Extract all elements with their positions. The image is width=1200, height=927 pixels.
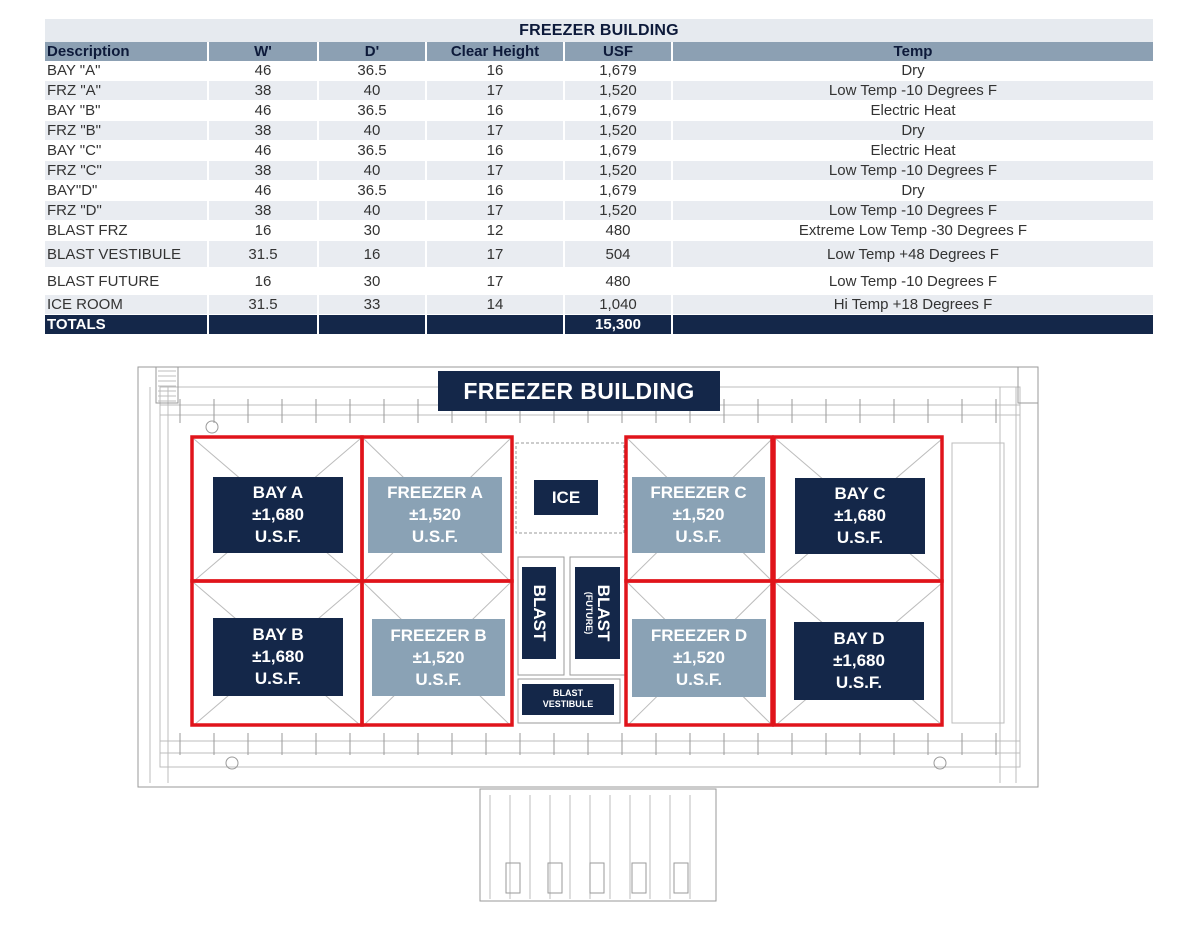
- freezer-d-label-line: ±1,520: [673, 648, 725, 667]
- cell-clear-height: 16: [426, 141, 564, 161]
- cell-depth: 40: [318, 121, 426, 141]
- cell-width: 46: [208, 61, 318, 81]
- space-schedule-table: [45, 42, 1153, 335]
- table-row: [45, 241, 1153, 268]
- cell-description: BAY "C": [45, 141, 208, 161]
- cell-width: 38: [208, 201, 318, 221]
- freezer-a-label-line: U.S.F.: [411, 527, 459, 546]
- cell-width: 38: [208, 161, 318, 181]
- cell-depth: 40: [318, 201, 426, 221]
- freezer-d-label-line: FREEZER D: [650, 626, 748, 645]
- cell-clear-height: 17: [426, 201, 564, 221]
- bay-d-label: [794, 622, 924, 700]
- bay-b-label-line: U.S.F.: [254, 669, 302, 688]
- totals-cell-clear-height: [426, 315, 564, 335]
- freezer-c-label-line: ±1,520: [672, 505, 725, 524]
- bay-d-label-line: ±1,680: [833, 651, 885, 670]
- cell-clear-height: 12: [426, 221, 564, 241]
- table-row: [45, 268, 1153, 295]
- totals-cell-width: [208, 315, 318, 335]
- grid-bubble: [206, 421, 218, 433]
- cell-usf: 1,679: [564, 141, 672, 161]
- cell-depth: 16: [318, 241, 426, 268]
- freezer-c-label-line: U.S.F.: [675, 527, 722, 546]
- table-row: [45, 181, 1153, 201]
- cell-temp: Electric Heat: [672, 101, 1153, 121]
- cell-usf: 1,040: [564, 295, 672, 315]
- totals-cell-temp: [672, 315, 1153, 335]
- blast-future-subtitle: (FUTURE): [583, 591, 594, 635]
- cell-depth: 33: [318, 295, 426, 315]
- cell-usf: 1,520: [564, 121, 672, 141]
- cell-description: FRZ "D": [45, 201, 208, 221]
- cell-usf: 1,520: [564, 161, 672, 181]
- cell-description: BAY"D": [45, 181, 208, 201]
- cell-clear-height: 17: [426, 268, 564, 295]
- cell-width: 16: [208, 221, 318, 241]
- cell-depth: 30: [318, 268, 426, 295]
- bay-b-label-line: BAY B: [252, 625, 304, 644]
- blast-future-text: [584, 585, 612, 642]
- dock-door: [632, 863, 646, 893]
- cell-temp: Low Temp -10 Degrees F: [672, 268, 1153, 295]
- ice-room-text: ICE: [551, 488, 581, 507]
- table-row: [45, 161, 1153, 181]
- bay-a-label-line: U.S.F.: [254, 527, 302, 546]
- cell-usf: 1,679: [564, 101, 672, 121]
- cell-width: 31.5: [208, 295, 318, 315]
- bay-c-label-line: BAY C: [834, 484, 886, 503]
- bay-a-label-line: BAY A: [252, 483, 304, 502]
- cell-temp: Extreme Low Temp -30 Degrees F: [672, 221, 1153, 241]
- bay-d-label-line: BAY D: [833, 629, 885, 648]
- cell-description: FRZ "C": [45, 161, 208, 181]
- ice-room-label: [534, 480, 598, 515]
- cell-clear-height: 16: [426, 181, 564, 201]
- freezer-b-label-line: FREEZER B: [390, 625, 487, 645]
- freezer-a-label-line: ±1,520: [409, 505, 461, 524]
- cell-width: 46: [208, 141, 318, 161]
- cell-usf: 1,679: [564, 181, 672, 201]
- cell-depth: 30: [318, 221, 426, 241]
- table-header-row: [45, 42, 1153, 61]
- table-row: [45, 101, 1153, 121]
- freezer-d-label-line: U.S.F.: [675, 670, 723, 689]
- cell-clear-height: 17: [426, 81, 564, 101]
- cell-width: 16: [208, 268, 318, 295]
- cell-description: ICE ROOM: [45, 295, 208, 315]
- cell-usf: 1,679: [564, 61, 672, 81]
- freezer-b-label-line: U.S.F.: [415, 669, 462, 689]
- cell-depth: 40: [318, 81, 426, 101]
- table-row: [45, 201, 1153, 221]
- table-row: [45, 295, 1153, 315]
- dock-door: [674, 863, 688, 893]
- stair-outline: [1018, 367, 1038, 403]
- dock-door: [590, 863, 604, 893]
- table-row: [45, 221, 1153, 241]
- table-row: [45, 121, 1153, 141]
- cell-description: BAY "B": [45, 101, 208, 121]
- cell-width: 46: [208, 181, 318, 201]
- column-header-usf: USF: [564, 42, 672, 61]
- cell-description: BAY "A": [45, 61, 208, 81]
- table-row: [45, 61, 1153, 81]
- freezer-building-table: [45, 19, 1153, 335]
- totals-cell-description: TOTALS: [45, 315, 208, 335]
- bay-b-label-line: ±1,680: [252, 647, 304, 666]
- cell-depth: 36.5: [318, 141, 426, 161]
- freezer-d-label: [632, 619, 766, 697]
- cell-clear-height: 14: [426, 295, 564, 315]
- table-row: [45, 81, 1153, 101]
- cell-temp: Low Temp -10 Degrees F: [672, 81, 1153, 101]
- blast-future-label: [575, 567, 620, 659]
- cell-width: 31.5: [208, 241, 318, 268]
- blast-vestibule-line-2: VESTIBULE: [542, 699, 594, 709]
- bay-d-label-line: U.S.F.: [835, 673, 883, 692]
- blast-freezer-label: [522, 567, 556, 659]
- column-header-temp: Temp: [672, 42, 1153, 61]
- column-header-width: W': [208, 42, 318, 61]
- bay-a-label-line: ±1,680: [252, 505, 304, 524]
- service-area-outline: [952, 443, 1004, 723]
- totals-row: [45, 315, 1153, 335]
- cell-clear-height: 17: [426, 241, 564, 268]
- freezer-b-label-line: ±1,520: [412, 647, 465, 667]
- cell-temp: Dry: [672, 61, 1153, 81]
- dock-outline: [480, 789, 716, 901]
- freezer-b-label: [372, 619, 505, 696]
- bay-c-label: [795, 478, 925, 554]
- bay-b-label: [213, 618, 343, 696]
- cell-clear-height: 16: [426, 61, 564, 81]
- column-header-description: Description: [45, 42, 208, 61]
- cell-temp: Low Temp -10 Degrees F: [672, 161, 1153, 181]
- stair-outline: [156, 367, 178, 403]
- cell-clear-height: 17: [426, 121, 564, 141]
- bay-c-label-line: ±1,680: [834, 506, 886, 525]
- cell-temp: Low Temp -10 Degrees F: [672, 201, 1153, 221]
- cell-depth: 36.5: [318, 61, 426, 81]
- cell-description: FRZ "A": [45, 81, 208, 101]
- totals-cell-usf: 15,300: [564, 315, 672, 335]
- cell-usf: 1,520: [564, 81, 672, 101]
- cell-description: BLAST FUTURE: [45, 268, 208, 295]
- cell-depth: 36.5: [318, 181, 426, 201]
- freezer-c-label-line: FREEZER C: [650, 483, 747, 502]
- floor-plan-title: FREEZER BUILDING: [438, 371, 720, 411]
- cell-width: 38: [208, 121, 318, 141]
- blast-freezer-text: BLAST: [530, 584, 549, 642]
- table-title: FREEZER BUILDING: [45, 19, 1153, 42]
- freezer-a-label: [368, 477, 502, 553]
- column-header-depth: D': [318, 42, 426, 61]
- cell-width: 38: [208, 81, 318, 101]
- cell-usf: 480: [564, 268, 672, 295]
- freezer-c-label: [632, 477, 765, 553]
- cell-temp: Dry: [672, 181, 1153, 201]
- totals-cell-depth: [318, 315, 426, 335]
- dock-door: [506, 863, 520, 893]
- blast-future-title: BLAST: [593, 584, 613, 642]
- cell-temp: Electric Heat: [672, 141, 1153, 161]
- blast-vestibule-line-1: BLAST: [553, 688, 583, 698]
- cell-width: 46: [208, 101, 318, 121]
- cell-usf: 1,520: [564, 201, 672, 221]
- cell-depth: 36.5: [318, 101, 426, 121]
- cell-usf: 504: [564, 241, 672, 268]
- cell-description: BLAST FRZ: [45, 221, 208, 241]
- column-header-clear-height: Clear Height: [426, 42, 564, 61]
- blast-vestibule-label: [522, 684, 614, 715]
- cell-temp: Hi Temp +18 Degrees F: [672, 295, 1153, 315]
- cell-description: BLAST VESTIBULE: [45, 241, 208, 268]
- freezer-a-label-line: FREEZER A: [387, 483, 483, 502]
- cell-clear-height: 17: [426, 161, 564, 181]
- cell-depth: 40: [318, 161, 426, 181]
- cell-description: FRZ "B": [45, 121, 208, 141]
- table-row: [45, 141, 1153, 161]
- cell-clear-height: 16: [426, 101, 564, 121]
- cell-temp: Dry: [672, 121, 1153, 141]
- bay-a-label: [213, 477, 343, 553]
- cell-usf: 480: [564, 221, 672, 241]
- cell-temp: Low Temp +48 Degrees F: [672, 241, 1153, 268]
- bay-c-label-line: U.S.F.: [836, 528, 884, 547]
- floor-plan: [120, 343, 1056, 903]
